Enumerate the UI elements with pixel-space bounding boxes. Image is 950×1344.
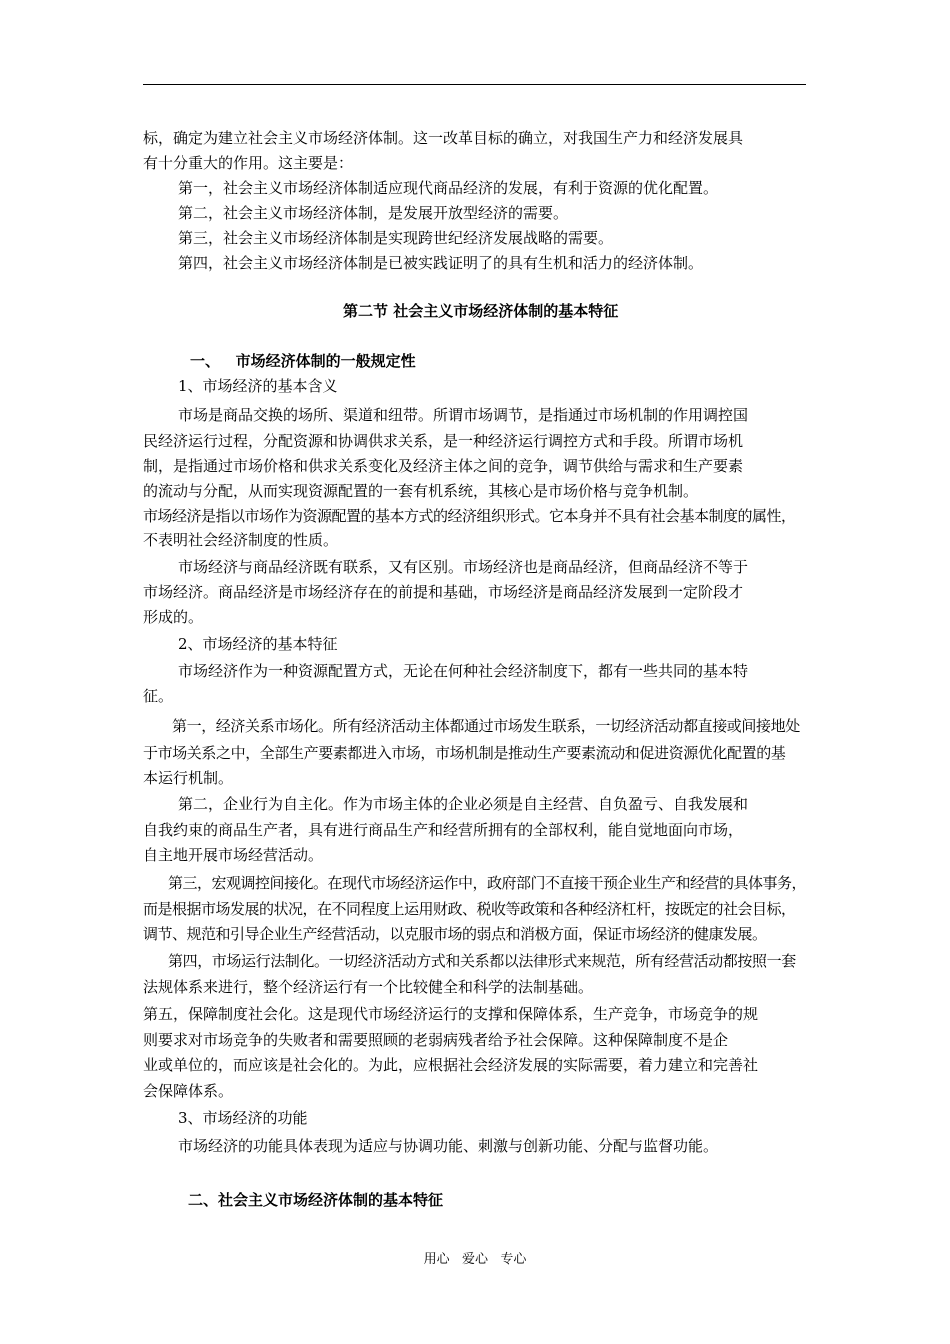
paragraph-line: 的流动与分配，从而实现资源配置的一套有机系统，其核心是市场价格与竞争机制。 — [143, 482, 699, 500]
paragraph-line: 标，确定为建立社会主义市场经济体制。这一改革目标的确立，对我国生产力和经济发展具 — [143, 129, 744, 147]
header-rule — [143, 84, 806, 85]
paragraph-line: 第四，市场运行法制化。一切经济活动方式和关系都以法律形式来规范，所有经营活动都按照一套 — [168, 952, 796, 970]
subsection-heading: 二、社会主义市场经济体制的基本特征 — [188, 1191, 444, 1209]
paragraph-line: 第五，保障制度社会化。这是现代市场经济运行的支撑和保障体系，生产竞争，市场竞争的规 — [143, 1005, 759, 1023]
paragraph-line: 市场经济是指以市场作为资源配置的基本方式的经济组织形式。它本身并不具有社会基本制度的属性， — [143, 507, 796, 525]
paragraph-line: 业或单位的，而应该是社会化的。为此，应根据社会经济发展的实际需要，着力建立和完善社 — [143, 1056, 759, 1074]
paragraph-line: 自我约束的商品生产者，具有进行商品生产和经营所拥有的全部权利，能自觉地面向市场， — [143, 821, 744, 839]
section-heading: 第二节 社会主义市场经济体制的基本特征 — [343, 302, 619, 320]
paragraph-line: 第一，经济关系市场化。所有经济活动主体都通过市场发生联系，一切经济活动都直接或间接地处 — [172, 717, 800, 735]
paragraph-line: 征。 — [143, 687, 174, 705]
item-heading: 3、市场经济的功能 — [178, 1109, 308, 1127]
paragraph-line: 自主地开展市场经营活动。 — [143, 846, 324, 864]
page-footer: 用心 爱心 专心 — [423, 1252, 527, 1267]
paragraph-line: 市场经济的功能具体表现为适应与协调功能、刺激与创新功能、分配与监督功能。 — [178, 1137, 719, 1155]
paragraph-line: 法规体系来进行，整个经济运行有一个比较健全和科学的法制基础。 — [143, 978, 594, 996]
paragraph-line: 则要求对市场竞争的失败者和需要照顾的老弱病残者给予社会保障。这种保障制度不是企 — [143, 1031, 729, 1049]
paragraph-line: 市场是商品交换的场所、渠道和纽带。所谓市场调节，是指通过市场机制的作用调控国 — [178, 406, 749, 424]
paragraph-line: 市场经济。商品经济是市场经济存在的前提和基础，市场经济是商品经济发展到一定阶段才 — [143, 583, 744, 601]
paragraph-line: 本运行机制。 — [143, 769, 234, 787]
subsection-heading: 一、 市场经济体制的一般规定性 — [190, 352, 416, 370]
paragraph-line: 于市场关系之中，全部生产要素都进入市场，市场机制是推动生产要素流动和促进资源优化配置的基 — [143, 744, 786, 762]
paragraph-line: 第三，宏观调控间接化。在现代市场经济运作中，政府部门不直接干预企业生产和经营的具体事务， — [168, 874, 807, 892]
paragraph-line: 会保障体系。 — [143, 1082, 234, 1100]
item-heading: 2、市场经济的基本特征 — [178, 635, 338, 653]
paragraph-line: 而是根据市场发展的状况，在不同程度上运用财政、税收等政策和各种经济杠杆，按既定的社会目标， — [143, 900, 796, 918]
item-heading: 1、市场经济的基本含义 — [178, 377, 338, 395]
paragraph-line: 市场经济与商品经济既有联系，又有区别。市场经济也是商品经济，但商品经济不等于 — [178, 558, 749, 576]
paragraph-line: 市场经济作为一种资源配置方式，无论在何种社会经济制度下，都有一些共同的基本特 — [178, 662, 749, 680]
paragraph-line: 不表明社会经济制度的性质。 — [143, 531, 339, 549]
paragraph-line: 有十分重大的作用。这主要是： — [143, 154, 354, 172]
paragraph-line: 第二，企业行为自主化。作为市场主体的企业必须是自主经营、自负盈亏、自我发展和 — [178, 795, 749, 813]
paragraph-line: 第三，社会主义市场经济体制是实现跨世纪经济发展战略的需要。 — [178, 229, 614, 247]
paragraph-line: 第四，社会主义市场经济体制是已被实践证明了的具有生机和活力的经济体制。 — [178, 254, 704, 272]
paragraph-line: 民经济运行过程，分配资源和协调供求关系，是一种经济运行调控方式和手段。所谓市场机 — [143, 432, 744, 450]
paragraph-line: 第二，社会主义市场经济体制，是发展开放型经济的需要。 — [178, 204, 569, 222]
paragraph-line: 形成的。 — [143, 608, 204, 626]
paragraph-line: 制，是指通过市场价格和供求关系变化及经济主体之间的竞争，调节供给与需求和生产要素 — [143, 457, 744, 475]
paragraph-line: 第一，社会主义市场经济体制适应现代商品经济的发展，有利于资源的优化配置。 — [178, 179, 719, 197]
paragraph-line: 调节、规范和引导企业生产经营活动，以克服市场的弱点和消极方面，保证市场经济的健康发展。 — [143, 925, 767, 943]
